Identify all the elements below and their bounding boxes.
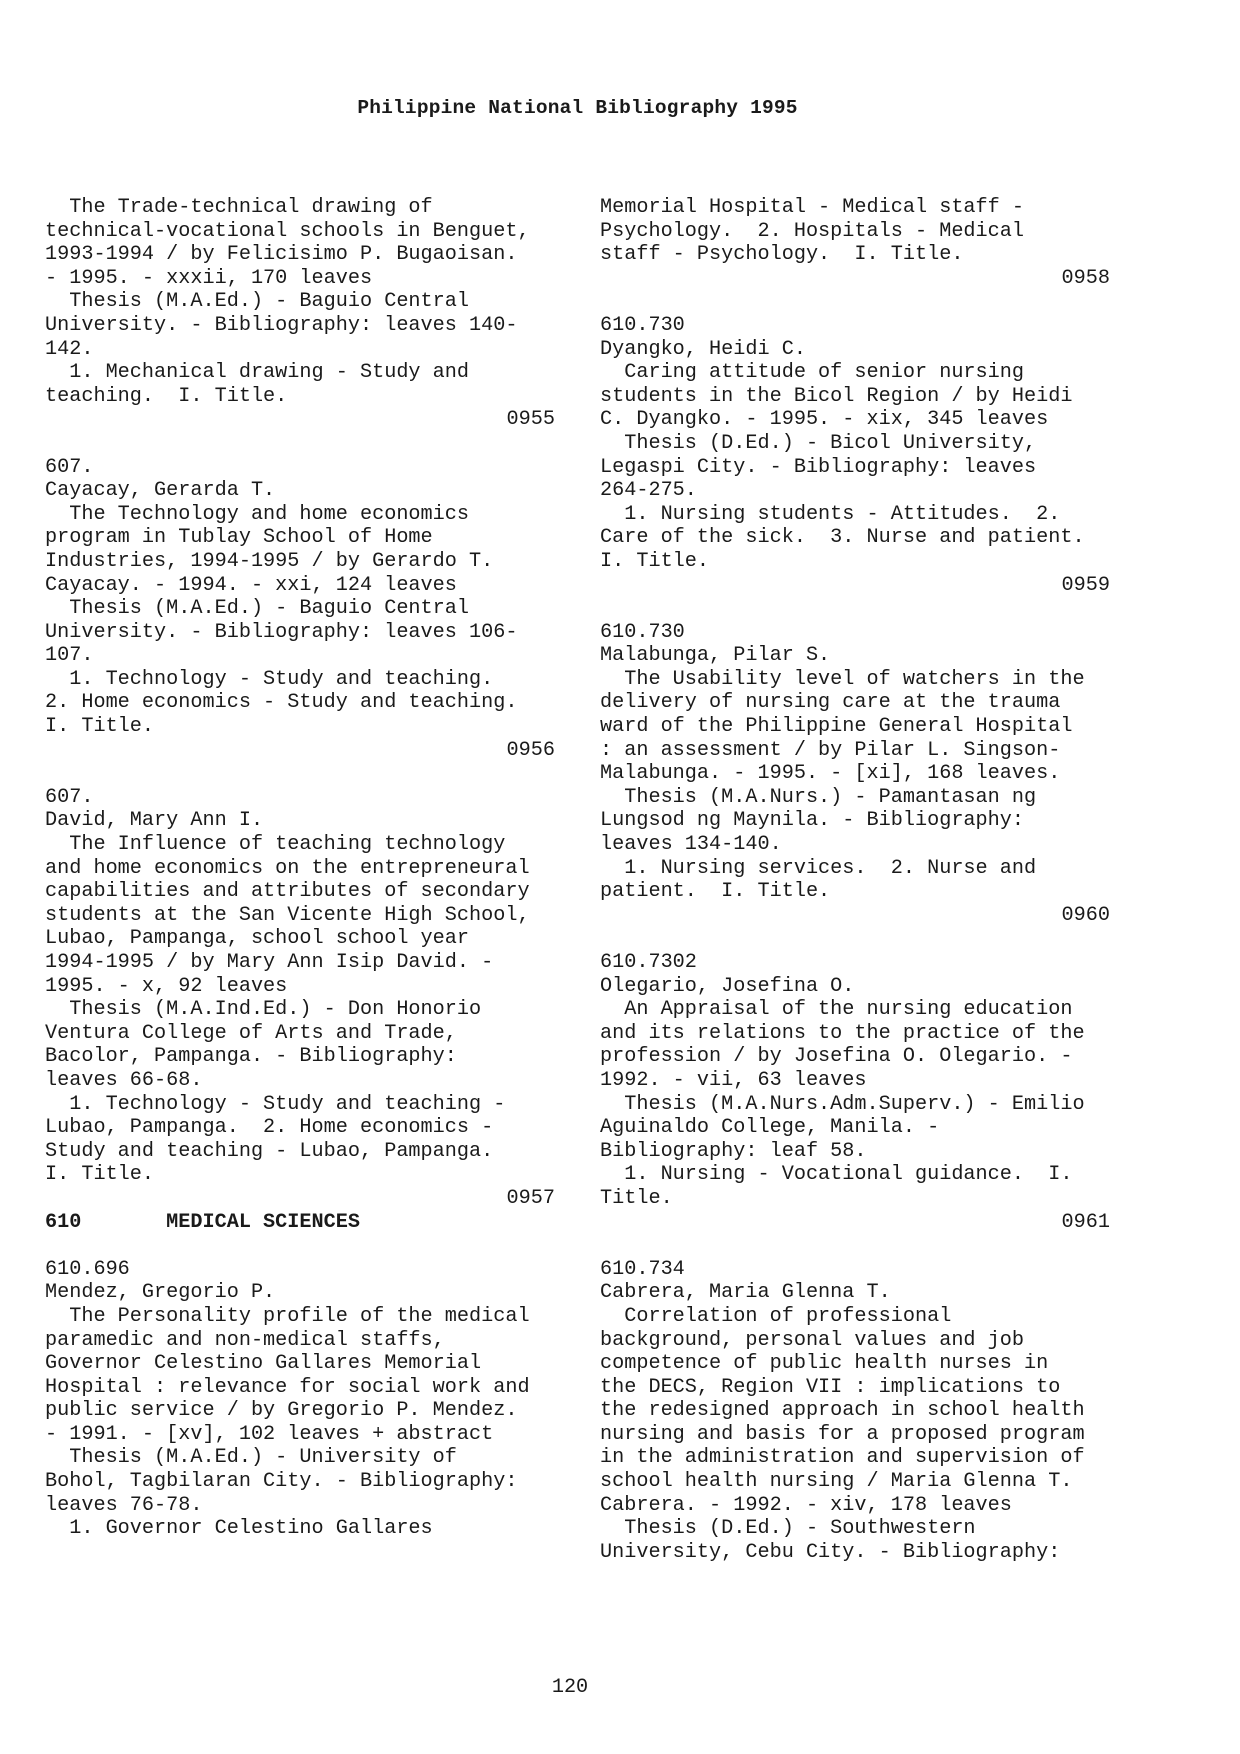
entry-line: 1. Nursing services. 2. Nurse and bbox=[600, 856, 1037, 880]
entry-number: 0958 bbox=[1061, 266, 1110, 290]
entry-line: 1. Nursing students - Attitudes. 2. bbox=[600, 502, 1061, 526]
entry-line: 610.696 bbox=[45, 1257, 130, 1281]
entry-line: Malabunga. - 1995. - [xi], 168 leaves. bbox=[600, 762, 1061, 786]
spacer bbox=[600, 597, 1110, 621]
entry-line: leaves 76-78. bbox=[45, 1493, 203, 1517]
entry-line: University, Cebu City. - Bibliography: bbox=[600, 1540, 1061, 1564]
bibliography-entry bbox=[600, 621, 1110, 928]
entry-line: Study and teaching - Lubao, Pampanga. bbox=[45, 1139, 494, 1163]
entry-line: Thesis (D.Ed.) - Bicol University, bbox=[600, 431, 1037, 455]
entry-line: Thesis (D.Ed.) - Southwestern bbox=[600, 1517, 976, 1541]
entry-line: 142. bbox=[45, 337, 94, 361]
spacer bbox=[45, 1234, 555, 1258]
entry-line: Bibliography: leaf 58. bbox=[600, 1139, 867, 1163]
entry-line: in the administration and supervision of bbox=[600, 1446, 1085, 1470]
left-column bbox=[45, 196, 555, 1541]
entry-number: 0957 bbox=[506, 1186, 555, 1210]
entry-line: leaves 134-140. bbox=[600, 833, 782, 857]
entry-number: 0960 bbox=[1061, 903, 1110, 927]
bibliography-entry bbox=[600, 951, 1110, 1234]
entry-line: 1. Governor Celestino Gallares bbox=[45, 1517, 433, 1541]
entry-line: Thesis (M.A.Nurs.) - Pamantasan ng bbox=[600, 785, 1037, 809]
page-title: Philippine National Bibliography 1995 bbox=[357, 97, 798, 119]
entry-line: Thesis (M.A.Ed.) - Baguio Central bbox=[45, 290, 470, 314]
entry-line: Bohol, Tagbilaran City. - Bibliography: bbox=[45, 1470, 518, 1494]
entry-line: Ventura College of Arts and Trade, bbox=[45, 1021, 457, 1045]
entry-line: teaching. I. Title. bbox=[45, 384, 288, 408]
entry-line: Caring attitude of senior nursing bbox=[600, 361, 1025, 385]
entry-line: and its relations to the practice of the bbox=[600, 1021, 1085, 1045]
entry-line: - 1995. - xxxii, 170 leaves bbox=[45, 266, 373, 290]
section-heading: 610 MEDICAL SCIENCES bbox=[45, 1210, 360, 1234]
page-number: 120 bbox=[551, 1676, 589, 1699]
entry-line: the DECS, Region VII : implications to bbox=[600, 1375, 1061, 1399]
entry-line: competence of public health nurses in bbox=[600, 1352, 1049, 1376]
entry-line: Mendez, Gregorio P. bbox=[45, 1281, 276, 1305]
entry-line: University. - Bibliography: leaves 106- bbox=[45, 620, 518, 644]
entry-line: 610.730 bbox=[600, 313, 685, 337]
entry-number: 0959 bbox=[1061, 573, 1110, 597]
spacer bbox=[600, 927, 1110, 951]
entry-line: public service / by Gregorio P. Mendez. bbox=[45, 1399, 518, 1423]
entry-line: 107. bbox=[45, 644, 94, 668]
entry-line: I. Title. bbox=[45, 1163, 155, 1187]
entry-line: The Personality profile of the medical bbox=[45, 1304, 530, 1328]
entry-line: Cayacay, Gerarda T. bbox=[45, 479, 276, 503]
entry-line: Psychology. 2. Hospitals - Medical bbox=[600, 219, 1025, 243]
entry-number: 0961 bbox=[1061, 1210, 1110, 1234]
entry-line: Thesis (M.A.Ed.) - University of bbox=[45, 1446, 457, 1470]
entry-line: Olegario, Josefina O. bbox=[600, 974, 855, 998]
entry-line: 264-275. bbox=[600, 479, 697, 503]
entry-line: Thesis (M.A.Nurs.Adm.Superv.) - Emilio bbox=[600, 1092, 1085, 1116]
entry-line: Legaspi City. - Bibliography: leaves bbox=[600, 455, 1037, 479]
entry-line: 1. Nursing - Vocational guidance. I. bbox=[600, 1163, 1073, 1187]
bibliography-entry bbox=[600, 314, 1110, 597]
entry-line: students at the San Vicente High School, bbox=[45, 903, 530, 927]
spacer bbox=[45, 762, 555, 786]
entry-line: Lubao, Pampanga, school school year bbox=[45, 927, 470, 951]
entry-line: and home economics on the entrepreneural bbox=[45, 856, 530, 880]
entry-line: program in Tublay School of Home bbox=[45, 526, 433, 550]
entry-number: 0956 bbox=[506, 738, 555, 762]
entry-line: capabilities and attributes of secondary bbox=[45, 880, 530, 904]
entry-line: Thesis (M.A.Ed.) - Baguio Central bbox=[45, 597, 470, 621]
bibliography-entry bbox=[600, 196, 1110, 290]
entry-line: Industries, 1994-1995 / by Gerardo T. bbox=[45, 549, 494, 573]
entry-line: paramedic and non-medical staffs, bbox=[45, 1328, 445, 1352]
entry-line: leaves 66-68. bbox=[45, 1068, 203, 1092]
entry-line: profession / by Josefina O. Olegario. - bbox=[600, 1045, 1073, 1069]
entry-line: ward of the Philippine General Hospital bbox=[600, 715, 1073, 739]
entry-line: 610.7302 bbox=[600, 951, 697, 974]
entry-line: - 1991. - [xv], 102 leaves + abstract bbox=[45, 1422, 494, 1446]
entry-line: 1. Mechanical drawing - Study and bbox=[45, 361, 470, 385]
entry-line: students in the Bicol Region / by Heidi bbox=[600, 384, 1073, 408]
entry-line: 1995. - x, 92 leaves bbox=[45, 974, 288, 998]
entry-line: 1. Technology - Study and teaching. bbox=[45, 667, 494, 691]
entry-line: 1. Technology - Study and teaching - bbox=[45, 1092, 506, 1116]
entry-line: Memorial Hospital - Medical staff - bbox=[600, 196, 1025, 219]
bibliography-entry bbox=[45, 786, 555, 1211]
entry-line: Care of the sick. 3. Nurse and patient. bbox=[600, 526, 1085, 550]
entry-line: Title. bbox=[600, 1186, 673, 1210]
bibliography-entry bbox=[45, 196, 555, 432]
entry-line: The Trade-technical drawing of bbox=[45, 196, 433, 219]
entry-line: Malabunga, Pilar S. bbox=[600, 644, 831, 668]
bibliography-entry bbox=[45, 456, 555, 763]
entry-line: C. Dyangko. - 1995. - xix, 345 leaves bbox=[600, 408, 1049, 432]
entry-line: technical-vocational schools in Benguet, bbox=[45, 219, 530, 243]
entry-line: school health nursing / Maria Glenna T. bbox=[600, 1470, 1073, 1494]
entry-line: nursing and basis for a proposed program bbox=[600, 1422, 1085, 1446]
entry-line: 2. Home economics - Study and teaching. bbox=[45, 691, 518, 715]
entry-line: 607. bbox=[45, 455, 94, 479]
entry-line: Dyangko, Heidi C. bbox=[600, 337, 806, 361]
entry-line: background, personal values and job bbox=[600, 1328, 1025, 1352]
entry-line: Cayacay. - 1994. - xxi, 124 leaves bbox=[45, 573, 457, 597]
entry-line: 1994-1995 / by Mary Ann Isip David. - bbox=[45, 951, 494, 974]
entry-line: The Influence of teaching technology bbox=[45, 833, 506, 857]
right-column bbox=[600, 196, 1110, 1564]
entry-line: Governor Celestino Gallares Memorial bbox=[45, 1352, 482, 1376]
entry-line: Bacolor, Pampanga. - Bibliography: bbox=[45, 1045, 457, 1069]
entry-line: the redesigned approach in school health bbox=[600, 1399, 1085, 1423]
entry-line: Thesis (M.A.Ind.Ed.) - Don Honorio bbox=[45, 998, 482, 1022]
spacer bbox=[600, 290, 1110, 314]
entry-line: An Appraisal of the nursing education bbox=[600, 998, 1073, 1022]
entry-line: The Usability level of watchers in the bbox=[600, 667, 1085, 691]
entry-line: 610.730 bbox=[600, 620, 685, 644]
entry-line: staff - Psychology. I. Title. bbox=[600, 243, 964, 267]
entry-line: 1992. - vii, 63 leaves bbox=[600, 1068, 867, 1092]
entry-line: David, Mary Ann I. bbox=[45, 809, 264, 833]
entry-line: 607. bbox=[45, 785, 94, 809]
entry-line: Lungsod ng Maynila. - Bibliography: bbox=[600, 809, 1025, 833]
entry-line: : an assessment / by Pilar L. Singson- bbox=[600, 738, 1061, 762]
entry-line: 610.734 bbox=[600, 1257, 685, 1281]
spacer bbox=[600, 1234, 1110, 1258]
entry-line: Cabrera. - 1992. - xiv, 178 leaves bbox=[600, 1493, 1012, 1517]
bibliography-entry bbox=[600, 1258, 1110, 1565]
entry-line: The Technology and home economics bbox=[45, 502, 470, 526]
entry-line: Aguinaldo College, Manila. - bbox=[600, 1116, 940, 1140]
entry-line: Correlation of professional bbox=[600, 1304, 952, 1328]
entry-line: delivery of nursing care at the trauma bbox=[600, 691, 1061, 715]
entry-number: 0955 bbox=[506, 408, 555, 432]
entry-line: I. Title. bbox=[600, 549, 710, 573]
entry-line: Hospital : relevance for social work and bbox=[45, 1375, 530, 1399]
entry-line: patient. I. Title. bbox=[600, 880, 831, 904]
entry-line: University. - Bibliography: leaves 140- bbox=[45, 313, 518, 337]
entry-line: I. Title. bbox=[45, 715, 155, 739]
entry-line: Lubao, Pampanga. 2. Home economics - bbox=[45, 1116, 494, 1140]
entry-line: 1993-1994 / by Felicisimo P. Bugaoisan. bbox=[45, 243, 518, 267]
bibliography-entry bbox=[45, 1258, 555, 1541]
spacer bbox=[45, 432, 555, 456]
entry-line: Cabrera, Maria Glenna T. bbox=[600, 1281, 891, 1305]
